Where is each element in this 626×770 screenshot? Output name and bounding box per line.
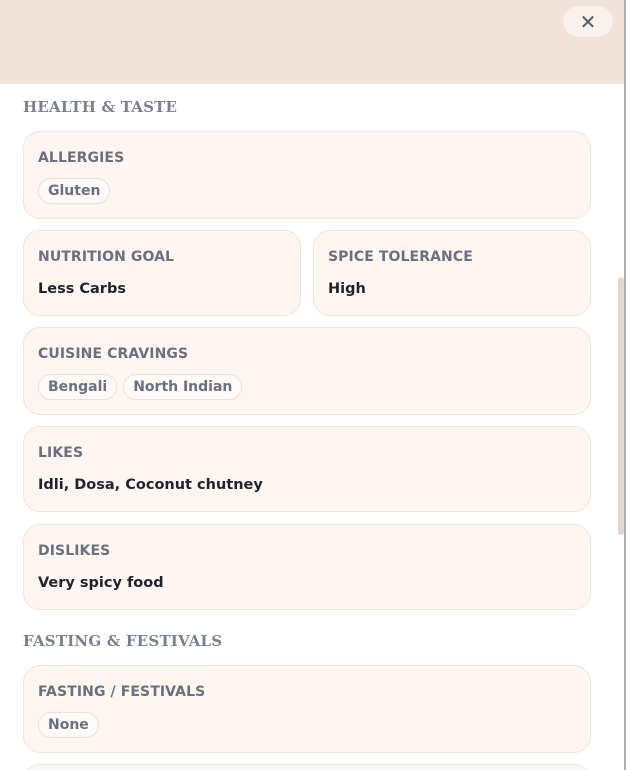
card-value: High [328, 281, 366, 297]
card-label: LIKES [38, 445, 84, 461]
chip: North Indian [123, 374, 242, 400]
close-button[interactable] [563, 6, 613, 37]
card-cuisine-cravings [23, 327, 591, 415]
card-label: ALLERGIES [38, 150, 125, 166]
section-title-fasting: FASTING & FESTIVALS [23, 632, 223, 650]
card-label: CUISINE CRAVINGS [38, 346, 189, 362]
card-likes [23, 426, 591, 512]
card-label: DISLIKES [38, 543, 111, 559]
chip: Gluten [38, 178, 110, 204]
chip-list [38, 374, 242, 400]
card-allergies [23, 131, 591, 219]
card-value: Idli, Dosa, Coconut chutney [38, 477, 263, 493]
chip-list [38, 178, 110, 204]
chip: Bengali [38, 374, 117, 400]
chip: None [38, 712, 99, 738]
card-value: Very spicy food [38, 575, 164, 591]
card-label: SPICE TOLERANCE [328, 249, 473, 265]
section-title-health: HEALTH & TASTE [23, 98, 178, 116]
chip-list [38, 712, 99, 738]
card-spice-tolerance [313, 230, 591, 316]
close-icon: ✕ [579, 9, 597, 34]
card-label: FASTING / FESTIVALS [38, 684, 206, 700]
modal-content [0, 84, 616, 770]
card-value: Less Carbs [38, 281, 126, 297]
card-nutrition-goal [23, 230, 301, 316]
card-dislikes [23, 524, 591, 610]
modal-header [0, 0, 626, 84]
card-next-partial [23, 764, 591, 770]
card-label: NUTRITION GOAL [38, 249, 175, 265]
card-fasting-festivals [23, 665, 591, 753]
